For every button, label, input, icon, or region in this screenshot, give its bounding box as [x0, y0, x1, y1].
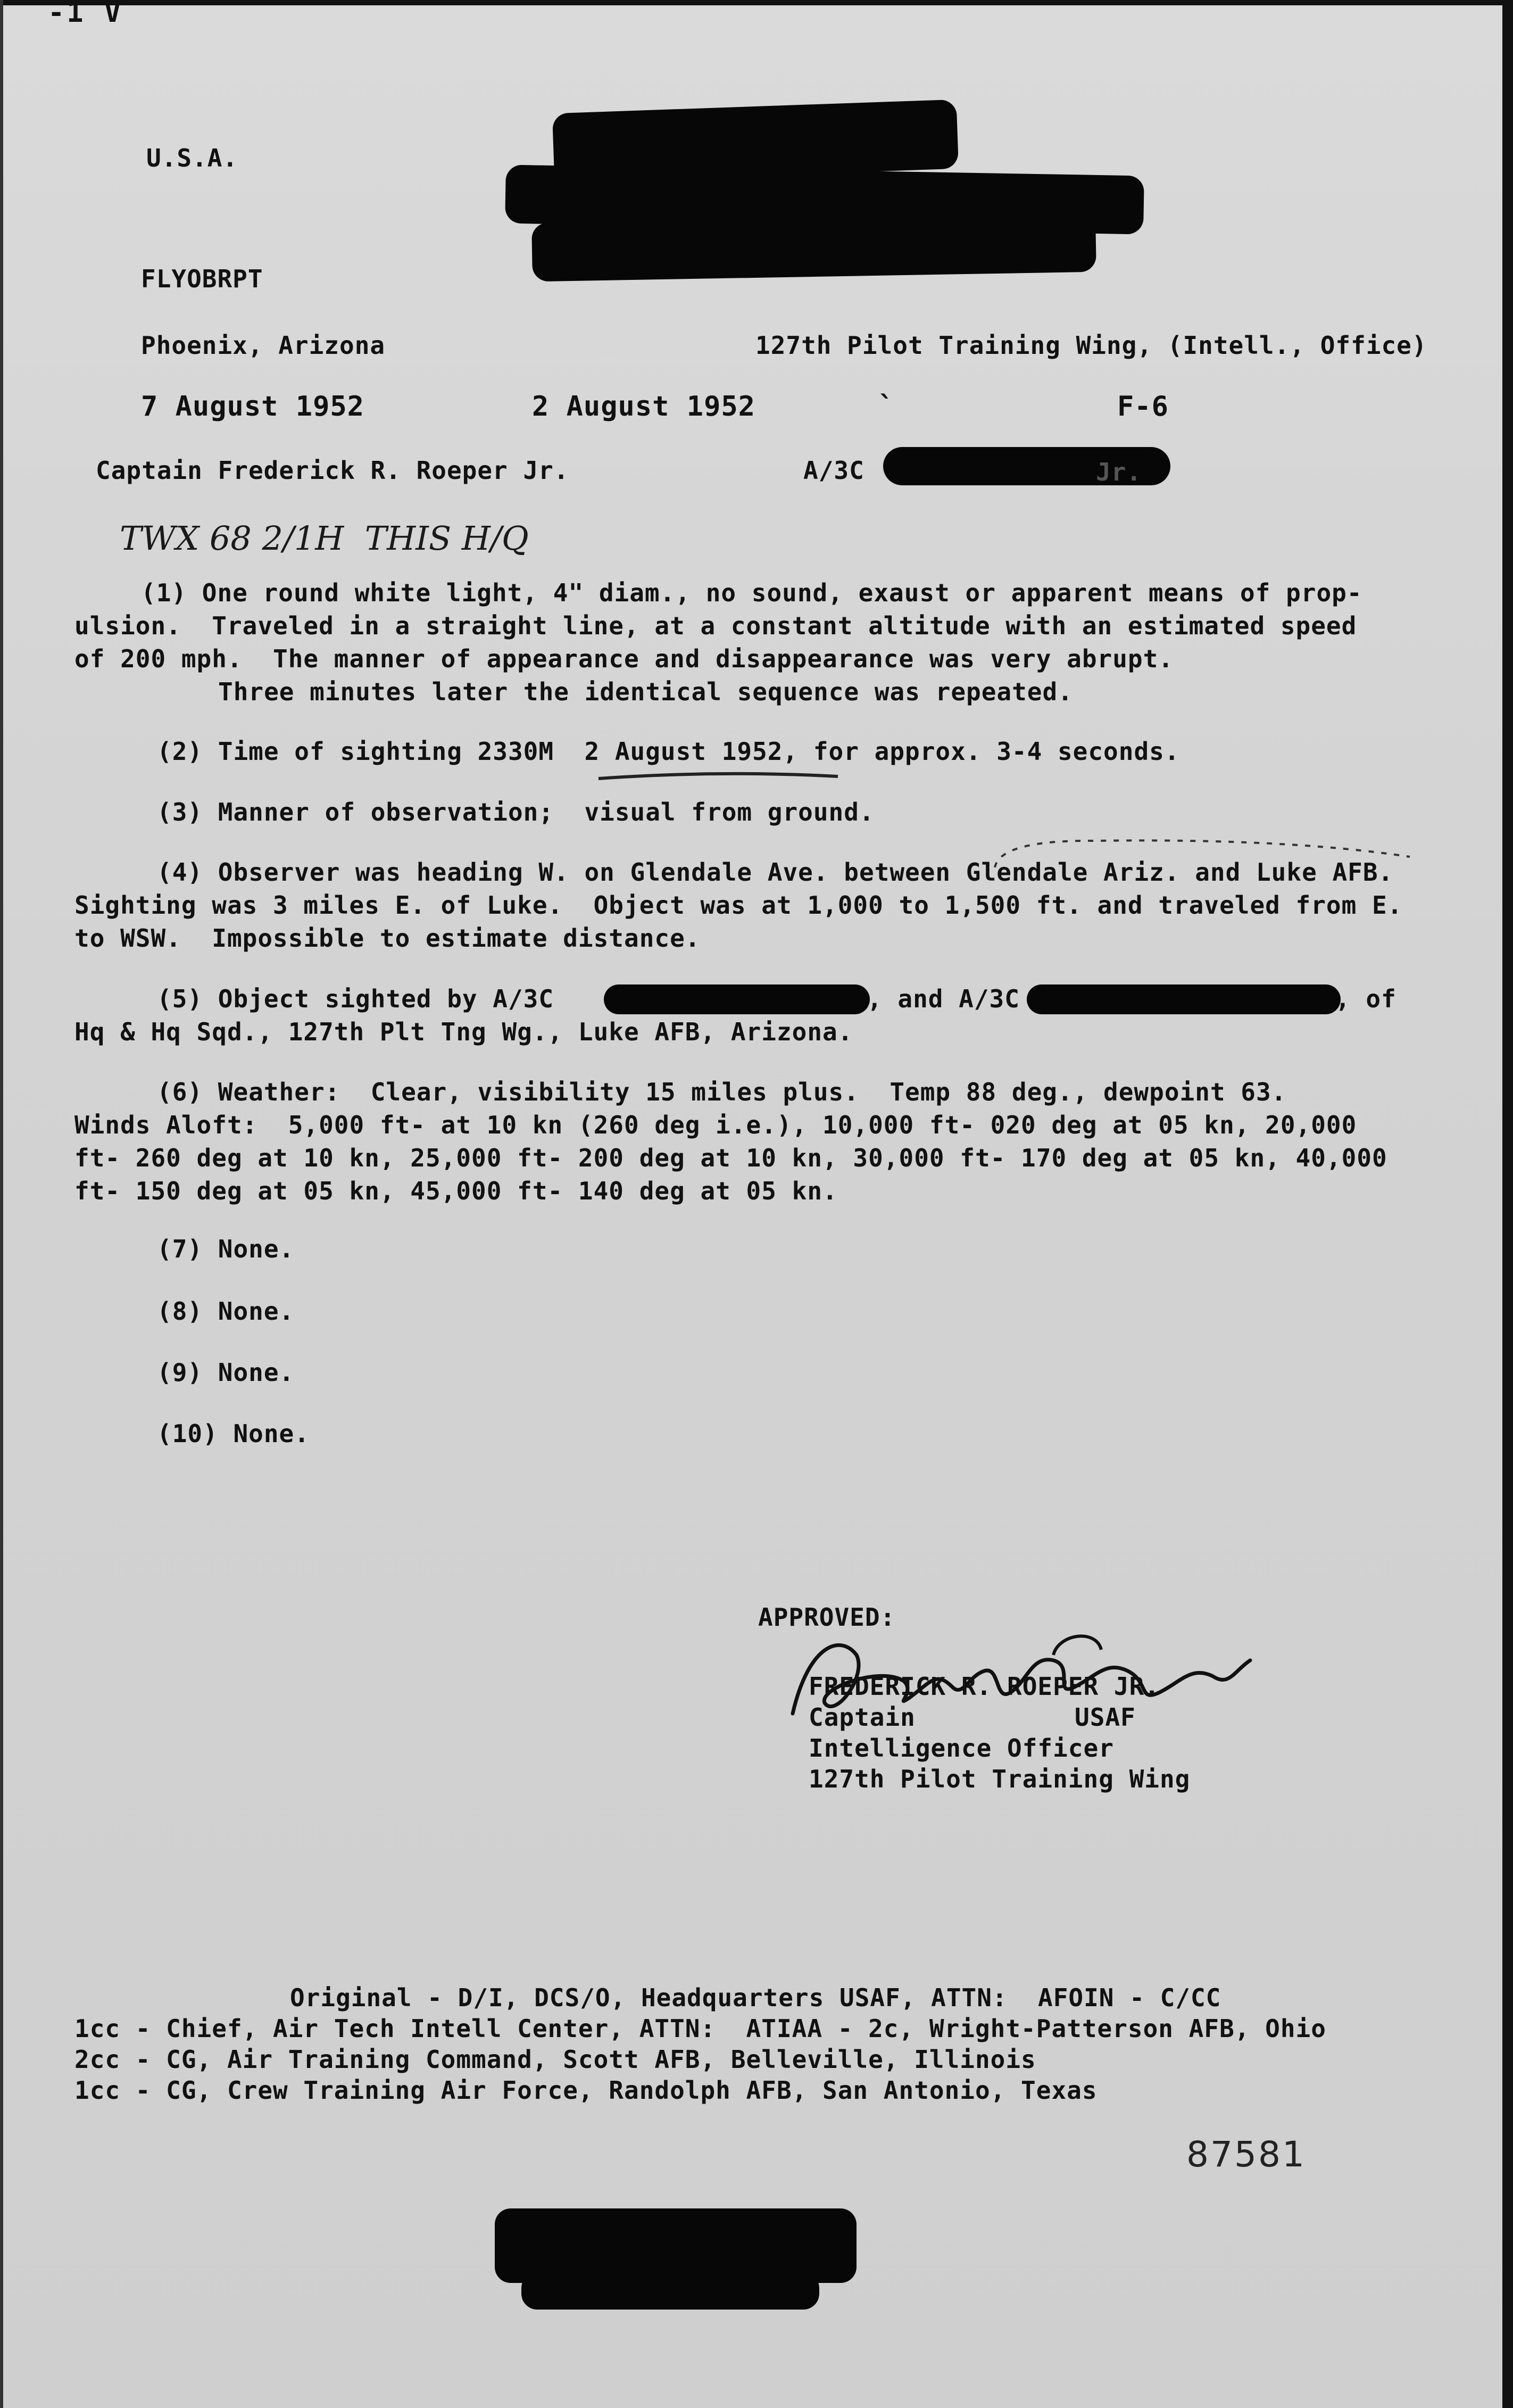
item-2: (2) Time of sighting 2330M 2 August 1952, for approx. 3-4 seconds.: [157, 737, 1180, 766]
redaction-block: [531, 213, 1096, 282]
item-3: (3) Manner of observation; visual from ground.: [157, 798, 875, 826]
item-5-line-1a: (5) Object sighted by A/3C: [157, 984, 554, 1013]
observer: A/3C: [803, 456, 864, 485]
approver-service: USAF: [1075, 1703, 1136, 1732]
redaction-block: [604, 984, 870, 1014]
item-6-line-2: Winds Aloft: 5,000 ft- at 10 kn (260 deg i.e.), 10,000 ft- 020 deg at 05 kn, 20,000: [74, 1111, 1357, 1139]
item-6-line-4: ft- 150 deg at 05 kn, 45,000 ft- 140 deg at 05 kn.: [74, 1177, 838, 1205]
distribution-line-3: 2cc - CG, Air Training Command, Scott AFB, Belleville, Illinois: [74, 2045, 1036, 2074]
report-type: FLYOBRPT: [141, 264, 263, 293]
approver-rank: Captain: [809, 1703, 916, 1732]
approved-label: APPROVED:: [758, 1603, 896, 1632]
item-9: (9) None.: [157, 1358, 295, 1387]
item-1-line-4: Three minutes later the identical sequence was repeated.: [218, 677, 1073, 706]
scan-edge-top: [0, 0, 1513, 5]
approver-name: FREDERICK R. ROEPER JR.: [809, 1672, 1160, 1701]
item-6-line-3: ft- 260 deg at 10 kn, 25,000 ft- 200 deg at 10 kn, 30,000 ft- 170 deg at 05 kn, 40,000: [74, 1144, 1387, 1172]
unit: 127th Pilot Training Wing, (Intell., Office): [755, 331, 1427, 360]
tick-mark: `: [878, 391, 895, 423]
item-10: (10) None.: [157, 1419, 310, 1448]
preparer: Captain Frederick R. Roeper Jr.: [96, 456, 569, 485]
observer-suffix: Jr.: [1096, 458, 1142, 486]
approver-title: Intelligence Officer: [809, 1734, 1114, 1762]
sighting-date: 2 August 1952: [532, 391, 755, 423]
scan-edge-right: [1502, 0, 1513, 2408]
item-4-line-3: to WSW. Impossible to estimate distance.: [74, 924, 701, 953]
approver-unit: 127th Pilot Training Wing: [809, 1765, 1191, 1793]
distribution-line-2: 1cc - Chief, Air Tech Intell Center, ATTN: ATIAA - 2c, Wright-Patterson AFB, Ohio: [74, 2014, 1326, 2043]
corner-mark: -1 V: [48, 0, 123, 29]
item-5-line-1c: , of: [1335, 984, 1396, 1013]
form-number: F-6: [1117, 391, 1169, 423]
redaction-block: [1027, 984, 1341, 1014]
underline-mark: [596, 769, 841, 785]
item-8: (8) None.: [157, 1297, 295, 1326]
item-5-line-2: Hq & Hq Sqd., 127th Plt Tng Wg., Luke AFB, Arizona.: [74, 1017, 853, 1046]
distribution-line-4: 1cc - CG, Crew Training Air Force, Randolph AFB, San Antonio, Texas: [74, 2076, 1098, 2105]
item-4-line-2: Sighting was 3 miles E. of Luke. Object was at 1,000 to 1,500 ft. and traveled from E.: [74, 891, 1403, 920]
item-1-line-2: ulsion. Traveled in a straight line, at a constant altitude with an estimated speed: [74, 611, 1357, 640]
redaction-block: [495, 2208, 857, 2283]
scan-edge-left: [0, 0, 3, 2408]
item-7: (7) None.: [157, 1235, 295, 1263]
handwritten-note: TWX 68 2/1H THIS H/Q: [120, 519, 529, 558]
item-6-line-1: (6) Weather: Clear, visibility 15 miles plus. Temp 88 deg., dewpoint 63.: [157, 1078, 1287, 1106]
circle-mark: [990, 835, 1415, 873]
classification: U.S.A.: [146, 144, 238, 172]
document-number-stamp: 87581: [1186, 2134, 1306, 2175]
report-date: 7 August 1952: [141, 391, 364, 423]
redaction-block: [521, 2272, 819, 2310]
distribution-line-1: Original - D/I, DCS/O, Headquarters USAF, ATTN: AFOIN - C/CC: [290, 1983, 1221, 2012]
item-1-line-1: (1) One round white light, 4" diam., no sound, exaust or apparent means of prop-: [141, 578, 1362, 607]
item-5-line-1b: , and A/3C: [867, 984, 1020, 1013]
item-1-line-3: of 200 mph. The manner of appearance and disappearance was very abrupt.: [74, 644, 1174, 673]
item-4-line-1: (4) Observer was heading W. on Glendale Ave. between Glendale Ariz. and Luke AFB.: [157, 858, 1394, 887]
location: Phoenix, Arizona: [141, 331, 386, 360]
